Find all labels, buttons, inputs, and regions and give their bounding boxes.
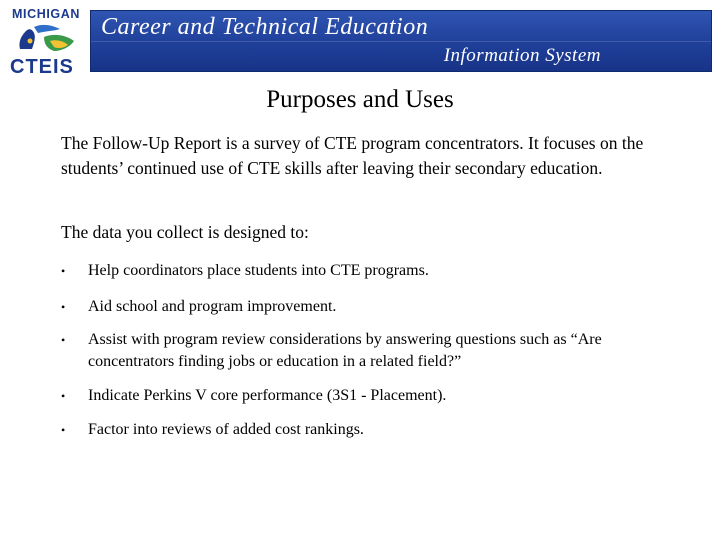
list-item bbox=[61, 260, 429, 282]
banner-title: Career and Technical Education bbox=[101, 14, 429, 40]
logo-acronym: CTEIS bbox=[10, 56, 74, 78]
bullet-icon: • bbox=[61, 264, 66, 278]
intro-paragraph: The Follow-Up Report is a survey of CTE program concentrators. It focuses on the students’ continued use of CTE skills after leaving their secondary education. bbox=[61, 133, 644, 178]
lead-sentence: The data you collect is designed to: bbox=[61, 222, 309, 242]
list-item bbox=[61, 296, 336, 318]
michigan-map-icon bbox=[14, 19, 84, 57]
list-item-text: Help coordinators place students into CTE programs. bbox=[88, 262, 429, 279]
logo-state-text: MICHIGAN bbox=[12, 7, 80, 21]
cteis-logo bbox=[6, 4, 90, 76]
banner-divider bbox=[91, 41, 711, 42]
list-item bbox=[61, 385, 446, 407]
list-item bbox=[61, 329, 661, 373]
list-item-text: Factor into reviews of added cost rankings. bbox=[88, 421, 364, 438]
title-banner bbox=[90, 10, 712, 72]
bullet-icon: • bbox=[61, 300, 66, 314]
page-title: Purposes and Uses bbox=[266, 86, 454, 113]
banner-subtitle: Information System bbox=[443, 45, 601, 66]
bullet-icon: • bbox=[61, 423, 66, 437]
header bbox=[0, 0, 720, 80]
list-item bbox=[61, 419, 364, 441]
list-item-text: Assist with program review considerations by answering questions such as “Are concentrators finding jobs or education in a related field?” bbox=[88, 331, 602, 370]
bullet-icon: • bbox=[61, 389, 66, 403]
list-item-text: Indicate Perkins V core performance (3S1 - Placement). bbox=[88, 387, 447, 404]
list-item-text: Aid school and program improvement. bbox=[88, 298, 337, 315]
bullet-icon: • bbox=[61, 333, 66, 347]
